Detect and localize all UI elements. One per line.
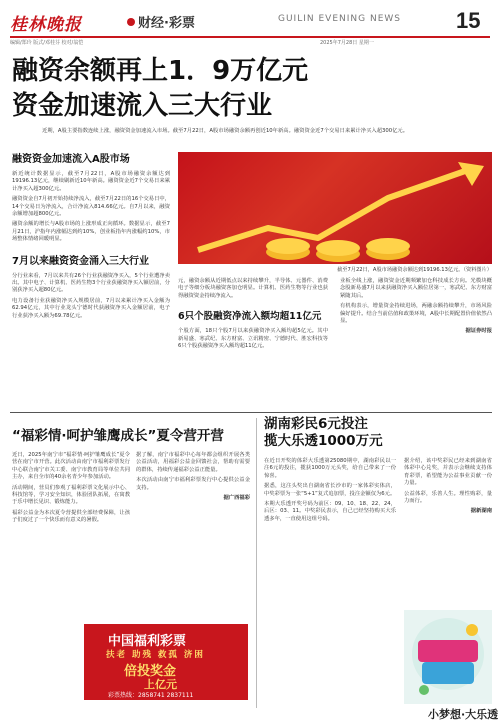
story2-column-1 xyxy=(12,452,130,525)
story2-paragraph: 本次活动由南宁市福利彩票发行中心提供公益金支持。 xyxy=(136,477,250,491)
page-headline xyxy=(12,54,452,124)
story2-paragraph: 近日，2025年南宁市“福彩情·呵护雏鹰成长”夏令营在南宁市开营。此次活动由南宁市福利彩票发行中心联合南宁市关工委、南宁市教育局等单位共同主办，来自全市的40余名青少年参加活动。 xyxy=(12,452,130,481)
story1-paragraph: 分行业来看，7月以来共有26个行业获融资净买入，5个行业遭净卖出。其中电子、计算机、医药生物3个行业获融资净买入额居前，分别获净买入超80亿元。 xyxy=(12,272,170,294)
story2-title: “福彩情·呵护雏鹰成长”夏令营开营 xyxy=(12,428,224,444)
story3-paragraph: 在近日开奖的体彩大乐透第25080期中，湖南彩民以一注6元的投注，揽获1000万元头奖，给自己带来了一份惊喜。 xyxy=(264,458,396,479)
header-rule xyxy=(10,36,490,38)
masthead xyxy=(0,8,500,34)
story3-title xyxy=(264,416,492,450)
photo-caption: 截至7月22日，A股市场融资余额达到19196.13亿元。（资料图片） xyxy=(337,267,492,273)
story3-paragraph: 公益体彩，乐善人生。理性购彩，量力而行。 xyxy=(404,490,492,505)
story1-paragraph: 融资余额的增长与A股市场的上涨形成正向循环。数据显示，截至7月21日，沪指年内涨幅达到约10%，创业板指年内涨幅约10%，市场整体情绪回暖明显。 xyxy=(12,221,170,243)
column-divider xyxy=(256,418,257,708)
section-dot-icon xyxy=(127,18,135,26)
coins-icon xyxy=(258,204,418,264)
section-divider xyxy=(10,412,492,413)
headline-line-2: 资金加速流入三大行业 xyxy=(12,91,273,121)
story2-paragraph: 活动期间，营员们参观了福利彩票文化展示中心、科技馆等，学习安全知识，体验团队拓展，在寓教于乐中增长见识、锻炼能力。 xyxy=(12,484,130,506)
super-lotto-logo-icon xyxy=(404,610,492,704)
story3-column-1 xyxy=(264,458,396,523)
story1-source: 据证券时报 xyxy=(465,328,492,335)
paper-name: GUILIN EVENING NEWS xyxy=(278,14,401,24)
headline-line-1: 融资余额再上1．9万亿元 xyxy=(12,56,309,86)
section-title xyxy=(124,12,195,31)
story1-column-3 xyxy=(340,278,492,336)
story2-column-2 xyxy=(136,452,250,502)
story2-paragraph: 据了解，南宁市福彩中心每年都会组织开展各类公益活动，用福彩公益金回馈社会，帮助有需要的群体，持续传递福彩公益正能量。 xyxy=(136,452,250,473)
stock-market-photo xyxy=(178,152,492,264)
story1-paragraph: 个股方面，18只个股7月以来获融资净买入额均超5亿元。其中新易盛、寒武纪、东方财富、立讯精密、宁德时代、胜宏科技等6只个股获融资净买入额均超11亿元。 xyxy=(178,328,328,350)
story1-column-1 xyxy=(12,150,170,320)
super-lotto-logo xyxy=(404,610,492,704)
promo-tagline: 小梦想·大乐透 xyxy=(428,708,499,721)
story1-paragraph: 新近统计数据显示，截至7月22日，A股市场融资余额达到19196.13亿元，继续刷新近10年新高。融资资金近7个交易日来累计净买入超300亿元。 xyxy=(12,171,170,192)
story3-paragraph: 据悉，这注头奖出自湖南省长沙市的一家体彩实体店，中奖彩票为一张“5+1”复式追加票，投注金额仅为6元。 xyxy=(264,483,396,497)
story1-paragraph: 电力设备行业获融资净买入规模居前，7月以来累计净买入金额为62.94亿元，其中行业龙头宁德时代获融资净买入金额居前，电子行业获净买入额为69.78亿元。 xyxy=(12,297,170,319)
story1-subhead-2: 7月以来融资资金涌入三大行业 xyxy=(12,255,149,267)
story2-paragraph: 福彩公益金为本次夏令营提供全部经费保障，让孩子们度过了一个快乐而有意义的暑假。 xyxy=(12,509,130,524)
story3-paragraph: 本期大乐透开奖号码为前区：09、10、18、22、24，后区：03、11。中奖彩民表示，自己已经坚持购买大乐透多年，一直使用这组号码。 xyxy=(264,501,396,522)
story1-subhead-3: 6只个股融资净流入额均超11亿元 xyxy=(178,311,322,323)
ad-phone: 彩票热线：2858741 2837111 xyxy=(108,692,194,699)
ad-headline: 倍投奖金 xyxy=(124,664,177,679)
issue-date: 2025年7月28日 星期一 xyxy=(320,40,374,46)
section-label: 财经·彩票 xyxy=(138,16,195,31)
story3-paragraph: 据介绍，该中奖彩民已经来到湖南省体彩中心兑奖，并表示会继续支持体育彩票，希望能为公益事业贡献一份力量。 xyxy=(404,458,492,487)
story3-title-line-2: 揽大乐透1000万元 xyxy=(264,433,383,449)
story1-paragraph: 元，融资余额从近期低点以来持续攀升，半导体、元器件、消费电子等细分板块融资客加仓明显。计算机、医药生物等行业也获得融资资金持续净流入。 xyxy=(178,278,328,299)
story-lead: 近期，A股主要指数连续上涨，融资资金加速流入市场。截至7月22日，A股市场融资余额再创近10年新高。融资资金近7个交易日来累计净买入超300亿元。 xyxy=(42,128,408,134)
ad-logo: 中国福利彩票 xyxy=(108,634,187,649)
story1-subhead-1: 融资资金加速流入A股市场 xyxy=(12,154,130,165)
ad-headline-2: 上亿元 xyxy=(144,678,177,691)
story3-column-2 xyxy=(404,458,492,516)
story1-paragraph: 有机构表示，增量资金持续进场，两融余额持续攀升，市场风险偏好提升。结合当前估值和政策环境，A股中长期配置价值依然凸显。 xyxy=(340,303,492,325)
brand-logo: 桂林晚报 xyxy=(10,15,82,35)
story1-column-2 xyxy=(178,278,328,350)
story1-paragraph: 融资资金自7月初开始持续净流入，截至7月22日的16个交易日中，14个交易日为净流入，合计净流入814.66亿元。自7月以来，融资余额增加超800亿元。 xyxy=(12,196,170,218)
story3-title-line-1: 湖南彩民6元投注 xyxy=(264,416,368,432)
ad-slogan: 扶老 助残 救孤 济困 xyxy=(106,650,205,660)
editor-credits: 编辑/郑玲 版式/邓桂芬 校对/翁恺 xyxy=(10,40,84,46)
welfare-lottery-ad xyxy=(84,624,248,700)
page-number: 15 xyxy=(456,8,481,33)
story2-source: 据广西福彩 xyxy=(223,495,250,502)
story3-source: 据新湖南 xyxy=(470,508,492,515)
story1-paragraph: 业板全线上涨，融资资金近期频繁加仓科技成长方向。光模块概念股新易盛7月以来获融资净买入额位居第一，寒武纪、东方财富紧随其后。 xyxy=(340,278,492,299)
